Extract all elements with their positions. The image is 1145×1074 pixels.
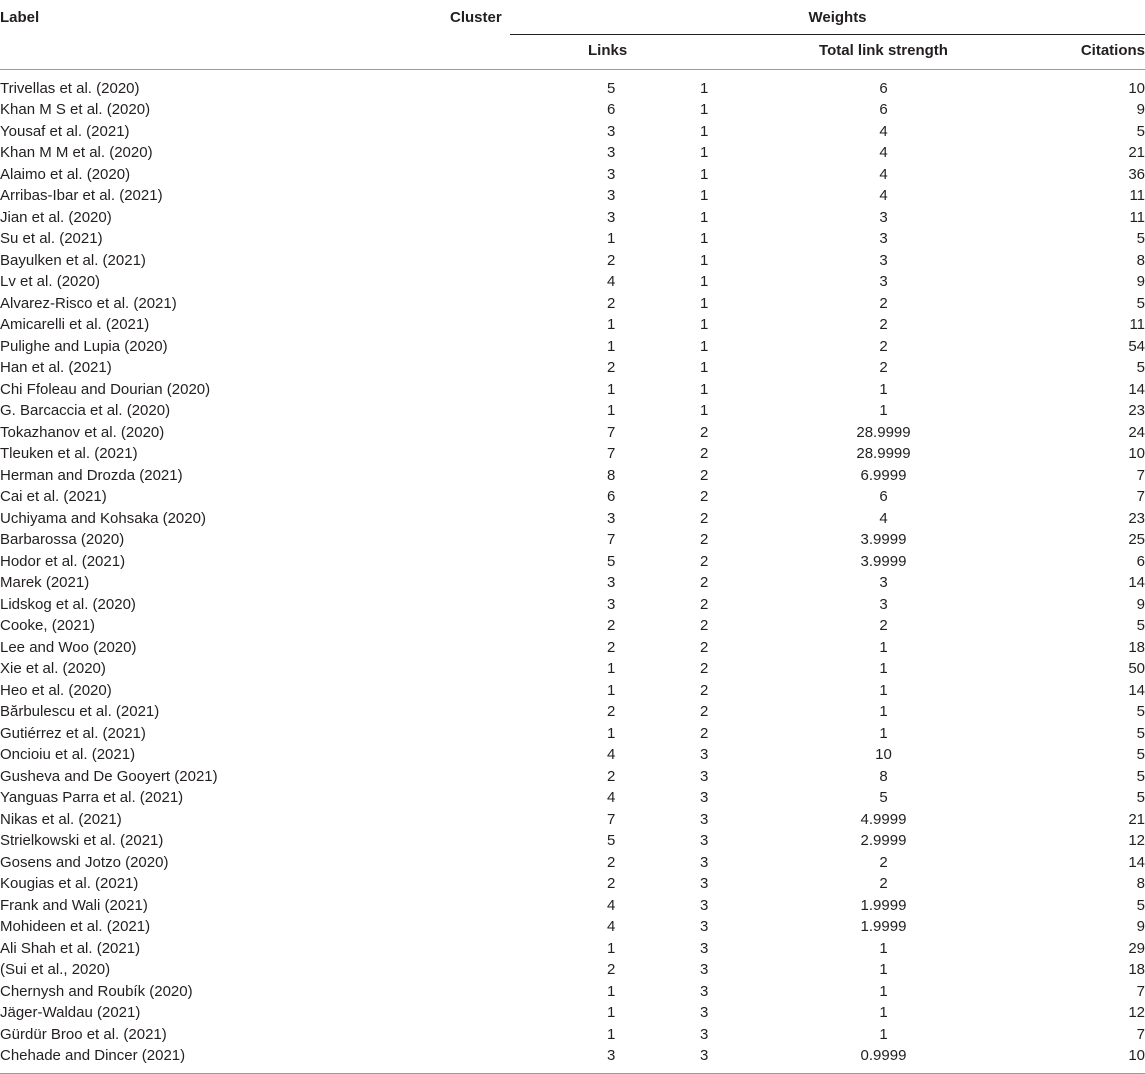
table-row: [0, 185, 1145, 207]
table-row: [0, 379, 1145, 401]
cell-label: Kougias et al. (2021): [0, 875, 139, 892]
cell-citations: 5: [1136, 122, 1145, 140]
cell-cluster: 1: [700, 165, 709, 183]
cell-cluster: 2: [700, 509, 709, 527]
cell-citations: 5: [1136, 294, 1145, 312]
cell-total-link-strength: 5: [879, 789, 888, 806]
cell-links: 2: [607, 359, 616, 376]
cell-links: 1: [607, 660, 616, 677]
cell-label: Chernysh and Roubík (2020): [0, 982, 193, 1000]
cell-label: Xie et al. (2020): [0, 660, 106, 677]
cell-citations: 24: [1128, 423, 1145, 441]
cell-cluster: 1: [700, 208, 709, 226]
cell-total-link-strength: 3: [879, 273, 888, 290]
cell-citations: 5: [1136, 767, 1145, 785]
cell-citations: 9: [1136, 101, 1145, 118]
cell-cluster: 1: [700, 294, 709, 312]
cell-total-link-strength: 1: [879, 681, 888, 699]
cell-total-link-strength: 2: [879, 875, 888, 892]
cell-label: Gutiérrez et al. (2021): [0, 724, 146, 742]
cell-cluster: 3: [700, 767, 709, 785]
cell-citations: 23: [1128, 509, 1145, 527]
cell-total-link-strength: 3: [879, 230, 888, 247]
cell-links: 2: [607, 617, 616, 634]
cell-links: 1: [607, 402, 616, 419]
cell-label: Yanguas Parra et al. (2021): [0, 789, 184, 806]
cell-citations: 7: [1136, 466, 1145, 484]
cell-total-link-strength: 28.9999: [856, 423, 911, 441]
cell-links: 8: [607, 466, 616, 484]
cell-total-link-strength: 2: [879, 316, 888, 333]
table-row: [0, 1002, 1145, 1024]
table-row: [0, 959, 1145, 981]
cell-total-link-strength: 1: [879, 660, 888, 677]
cell-total-link-strength: 4: [879, 144, 888, 161]
cell-cluster: 3: [700, 810, 709, 828]
cell-citations: 14: [1128, 380, 1145, 398]
cell-label: Trivellas et al. (2020): [0, 79, 140, 97]
table-row: [0, 1024, 1145, 1046]
table-row: [0, 723, 1145, 745]
cell-cluster: 1: [700, 316, 709, 333]
cell-total-link-strength: 6: [879, 101, 888, 118]
cell-total-link-strength: 4: [879, 165, 888, 183]
header-row-sub: [0, 34, 1145, 69]
cell-cluster: 2: [700, 724, 709, 742]
cell-citations: 11: [1129, 208, 1145, 226]
cell-total-link-strength: 3: [879, 574, 888, 591]
cell-total-link-strength: 2: [879, 294, 888, 312]
cell-links: 6: [607, 101, 616, 118]
table-row: [0, 271, 1145, 293]
table-row: [0, 164, 1145, 186]
cell-label: Jian et al. (2020): [0, 208, 112, 226]
cell-cluster: 2: [700, 617, 709, 634]
cell-links: 2: [607, 294, 616, 312]
cell-total-link-strength: 1: [879, 961, 888, 978]
cell-cluster: 1: [700, 251, 709, 269]
cell-label: Chehade and Dincer (2021): [0, 1045, 300, 1073]
table-row: [0, 142, 1145, 164]
cell-cluster: 2: [700, 595, 709, 613]
cell-cluster: 1: [700, 359, 709, 376]
cell-cluster: 1: [700, 101, 709, 118]
cell-links: 3: [607, 122, 616, 140]
cell-total-link-strength: 3: [879, 251, 888, 269]
table-row: [0, 658, 1145, 680]
cell-label: Arribas-Ibar et al. (2021): [0, 187, 163, 204]
cell-total-link-strength: 1: [879, 1004, 888, 1021]
table-row: [0, 443, 1145, 465]
cell-links: 3: [607, 187, 616, 204]
cell-cluster: 1: [700, 122, 709, 140]
cell-total-link-strength: 1.9999: [860, 896, 907, 914]
cell-total-link-strength: 2: [879, 359, 888, 376]
cell-citations: 5: [1136, 359, 1145, 376]
cell-citations: 9: [1136, 918, 1145, 935]
cell-links: 5: [607, 832, 616, 849]
cell-total-link-strength: 8: [879, 767, 888, 785]
cell-cluster: 1: [700, 230, 709, 247]
cell-cluster: 1: [700, 402, 709, 419]
cell-links: 2: [607, 767, 616, 785]
cell-citations: 9: [1136, 273, 1145, 290]
cell-cluster: 2: [700, 552, 709, 570]
table-row: [0, 336, 1145, 358]
cell-links: 5: [607, 79, 616, 97]
table-row: [0, 895, 1145, 917]
cell-links: 3: [607, 208, 616, 226]
cell-links: 4: [607, 789, 616, 806]
cell-label: Gosens and Jotzo (2020): [0, 853, 169, 871]
cell-citations: 21: [1128, 144, 1145, 161]
cell-citations: 12: [1128, 832, 1145, 849]
cell-links: 2: [607, 961, 616, 978]
cell-links: 4: [607, 746, 616, 763]
cell-links: 3: [607, 144, 616, 161]
cell-total-link-strength: 4: [879, 122, 888, 140]
table-row: [0, 852, 1145, 874]
table-row: [0, 938, 1145, 960]
cell-links: 1: [607, 1025, 616, 1043]
cell-total-link-strength: 3: [879, 595, 888, 613]
cell-citations: 7: [1136, 488, 1145, 505]
cell-links: 3: [607, 165, 616, 183]
cell-links: 4: [607, 918, 616, 935]
cell-cluster: 3: [700, 853, 709, 871]
cell-label: Marek (2021): [0, 574, 90, 591]
table-row: [0, 680, 1145, 702]
cell-cluster: 3: [700, 789, 709, 806]
cell-label: Pulighe and Lupia (2020): [0, 337, 168, 355]
table-row: [0, 508, 1145, 530]
cell-links: 1: [607, 230, 616, 247]
cell-links: 5: [607, 552, 616, 570]
header-label: Label: [0, 9, 40, 26]
cell-label: Nikas et al. (2021): [0, 810, 122, 828]
header-cluster: Cluster: [450, 9, 502, 26]
cell-total-link-strength: 2.9999: [860, 832, 907, 849]
cell-links: 1: [607, 1004, 616, 1021]
cell-cluster: 2: [700, 574, 709, 591]
table-row: [0, 121, 1145, 143]
cell-cluster: 1: [700, 144, 709, 161]
cell-cluster: 1: [700, 337, 709, 355]
cell-total-link-strength: 3.9999: [860, 552, 907, 570]
cell-citations: 10: [1128, 445, 1145, 462]
table-row: [0, 314, 1145, 336]
table-row: [0, 250, 1145, 272]
header-links: Links: [510, 34, 732, 69]
cell-label: Herman and Drozda (2021): [0, 466, 183, 484]
header-total-link-strength: Total link strength: [732, 34, 1035, 69]
cell-cluster: 2: [700, 531, 709, 548]
cell-citations: 11: [1129, 187, 1145, 204]
cell-citations: 29: [1128, 939, 1145, 957]
cell-cluster: 1: [700, 380, 709, 398]
cell-total-link-strength: 2: [879, 853, 888, 871]
cell-links: 3: [510, 1045, 732, 1073]
cell-citations: 14: [1128, 681, 1145, 699]
cell-label: Lv et al. (2020): [0, 273, 101, 290]
header-spacer-label: [0, 34, 300, 69]
cell-total-link-strength: 3.9999: [860, 531, 907, 548]
cell-citations: 18: [1128, 638, 1145, 656]
cell-total-link-strength: 3: [879, 208, 888, 226]
cell-total-link-strength: 1: [879, 638, 888, 656]
cell-label: G. Barcaccia et al. (2020): [0, 402, 171, 419]
cell-links: 1: [607, 982, 616, 1000]
cell-cluster: 3: [700, 939, 709, 957]
cell-cluster: 3: [700, 746, 709, 763]
cell-links: 2: [607, 638, 616, 656]
cell-citations: 10: [1035, 1045, 1145, 1073]
cell-label: Chi Ffoleau and Dourian (2020): [0, 380, 211, 398]
cell-total-link-strength: 2: [879, 337, 888, 355]
cell-citations: 50: [1128, 660, 1145, 677]
cell-links: 4: [607, 896, 616, 914]
cell-label: Gusheva and De Gooyert (2021): [0, 767, 218, 785]
cell-cluster: 1: [700, 273, 709, 290]
cell-citations: 14: [1128, 853, 1145, 871]
cell-cluster: 3: [300, 1045, 510, 1073]
table-row: [0, 701, 1145, 723]
table-row: [0, 400, 1145, 422]
cell-citations: 5: [1136, 703, 1145, 720]
cell-citations: 14: [1128, 574, 1145, 591]
table-body: [0, 69, 1145, 1073]
cell-cluster: 2: [700, 445, 709, 462]
cell-label: Jäger-Waldau (2021): [0, 1004, 141, 1021]
cell-citations: 6: [1136, 552, 1145, 570]
cell-label: Han et al. (2021): [0, 359, 112, 376]
table-row: [0, 486, 1145, 508]
cell-total-link-strength: 1: [879, 939, 888, 957]
cell-total-link-strength: 6.9999: [860, 466, 907, 484]
cell-citations: 8: [1136, 875, 1145, 892]
cell-cluster: 2: [700, 703, 709, 720]
table-row: [0, 637, 1145, 659]
cell-label: Strielkowski et al. (2021): [0, 832, 164, 849]
cell-links: 3: [607, 574, 616, 591]
cell-citations: 8: [1136, 251, 1145, 269]
cell-cluster: 3: [700, 1004, 709, 1021]
cell-total-link-strength: 1.9999: [860, 918, 907, 935]
cell-cluster: 2: [700, 638, 709, 656]
cell-links: 3: [607, 595, 616, 613]
header-citations: Citations: [1035, 34, 1145, 69]
cell-total-link-strength: 1: [879, 982, 888, 1000]
cell-links: 2: [607, 251, 616, 269]
table-row: [0, 572, 1145, 594]
cell-links: 2: [607, 703, 616, 720]
cell-label: Su et al. (2021): [0, 230, 103, 247]
header-row-top: [0, 0, 1145, 34]
cell-total-link-strength: 2: [879, 617, 888, 634]
cell-total-link-strength: 0.9999: [732, 1045, 1035, 1073]
cell-label: Oncioiu et al. (2021): [0, 746, 136, 763]
cell-total-link-strength: 4: [879, 187, 888, 204]
cell-total-link-strength: 28.9999: [856, 445, 911, 462]
cell-label: (Sui et al., 2020): [0, 961, 111, 978]
cell-links: 7: [607, 531, 616, 548]
cell-label: Bărbulescu et al. (2021): [0, 703, 160, 720]
cell-label: Khan M S et al. (2020): [0, 101, 151, 118]
cell-total-link-strength: 4: [879, 509, 888, 527]
cell-citations: 11: [1129, 316, 1145, 333]
cell-citations: 5: [1136, 746, 1145, 763]
cell-cluster: 3: [700, 982, 709, 1000]
cell-label: Alvarez-Risco et al. (2021): [0, 294, 177, 312]
cell-citations: 18: [1128, 961, 1145, 978]
cell-cluster: 2: [700, 681, 709, 699]
cell-cluster: 1: [700, 79, 709, 97]
cell-total-link-strength: 4.9999: [860, 810, 907, 828]
table-row: [0, 422, 1145, 444]
cell-label: Tokazhanov et al. (2020): [0, 423, 165, 441]
table-row: [0, 293, 1145, 315]
cell-label: Bayulken et al. (2021): [0, 251, 146, 269]
cell-citations: 5: [1136, 230, 1145, 247]
table-row: [0, 228, 1145, 250]
cell-citations: 5: [1136, 896, 1145, 914]
cell-label: Mohideen et al. (2021): [0, 918, 151, 935]
cell-cluster: 1: [700, 187, 709, 204]
cell-label: Cai et al. (2021): [0, 488, 107, 505]
cell-total-link-strength: 10: [875, 746, 892, 763]
cell-citations: 36: [1128, 165, 1145, 183]
cell-label: Hodor et al. (2021): [0, 552, 126, 570]
cell-citations: 10: [1128, 79, 1145, 97]
cell-links: 1: [607, 337, 616, 355]
table-row: [0, 551, 1145, 573]
cell-total-link-strength: 1: [879, 380, 888, 398]
cell-cluster: 3: [700, 896, 709, 914]
cell-label: Barbarossa (2020): [0, 531, 125, 548]
cell-cluster: 3: [700, 832, 709, 849]
table-row: [0, 830, 1145, 852]
cell-label: Lidskog et al. (2020): [0, 595, 136, 613]
cell-total-link-strength: 1: [879, 703, 888, 720]
cell-links: 1: [607, 939, 616, 957]
cell-cluster: 2: [700, 660, 709, 677]
table-row: [0, 357, 1145, 379]
cell-citations: 7: [1136, 982, 1145, 1000]
cell-cluster: 2: [700, 423, 709, 441]
cell-citations: 21: [1128, 810, 1145, 828]
cell-links: 7: [607, 445, 616, 462]
table-row: [0, 594, 1145, 616]
cell-citations: 5: [1136, 789, 1145, 806]
cell-label: Frank and Wali (2021): [0, 896, 148, 914]
cell-citations: 54: [1128, 337, 1145, 355]
cell-citations: 9: [1136, 595, 1145, 613]
cell-links: 1: [607, 316, 616, 333]
cell-total-link-strength: 6: [879, 79, 888, 97]
cell-cluster: 3: [700, 1025, 709, 1043]
table-row: [0, 916, 1145, 938]
table-row: [0, 69, 1145, 99]
table-row: [0, 809, 1145, 831]
table-row: [0, 99, 1145, 121]
cell-label: Ali Shah et al. (2021): [0, 939, 141, 957]
table-row: [0, 981, 1145, 1003]
table-row: [0, 766, 1145, 788]
table-row: [0, 787, 1145, 809]
cell-citations: 5: [1136, 617, 1145, 634]
cell-links: 2: [607, 853, 616, 871]
table-row: [0, 207, 1145, 229]
cell-label: Khan M M et al. (2020): [0, 144, 153, 161]
table-row: [0, 1045, 1145, 1073]
cell-citations: 23: [1128, 402, 1145, 419]
cell-links: 2: [607, 875, 616, 892]
table-row: [0, 615, 1145, 637]
cell-citations: 5: [1136, 724, 1145, 742]
cell-cluster: 3: [700, 918, 709, 935]
table-row: [0, 744, 1145, 766]
cell-links: 4: [607, 273, 616, 290]
cell-links: 7: [607, 810, 616, 828]
cell-links: 1: [607, 724, 616, 742]
cell-cluster: 2: [700, 488, 709, 505]
cell-total-link-strength: 1: [879, 1025, 888, 1043]
cell-label: Lee and Woo (2020): [0, 638, 137, 656]
cell-label: Cooke, (2021): [0, 617, 96, 634]
header-weights: Weights: [510, 0, 1145, 34]
cell-label: Yousaf et al. (2021): [0, 122, 130, 140]
cell-total-link-strength: 6: [879, 488, 888, 505]
cell-citations: 12: [1128, 1004, 1145, 1021]
cell-label: Heo et al. (2020): [0, 681, 112, 699]
cell-links: 3: [607, 509, 616, 527]
cell-links: 1: [607, 380, 616, 398]
cell-total-link-strength: 1: [879, 724, 888, 742]
table-row: [0, 873, 1145, 895]
cell-label: Alaimo et al. (2020): [0, 165, 131, 183]
table-row: [0, 465, 1145, 487]
cell-total-link-strength: 1: [879, 402, 888, 419]
cell-cluster: 3: [700, 875, 709, 892]
cell-links: 6: [607, 488, 616, 505]
cell-links: 1: [607, 681, 616, 699]
cell-citations: 25: [1128, 531, 1145, 548]
cell-label: Gürdür Broo et al. (2021): [0, 1025, 167, 1043]
cell-cluster: 3: [700, 961, 709, 978]
cell-cluster: 2: [700, 466, 709, 484]
cell-label: Amicarelli et al. (2021): [0, 316, 150, 333]
cell-links: 7: [607, 423, 616, 441]
cell-label: Uchiyama and Kohsaka (2020): [0, 509, 206, 527]
cell-label: Tleuken et al. (2021): [0, 445, 138, 462]
header-spacer-cluster: [300, 34, 510, 69]
table-row: [0, 529, 1145, 551]
cell-citations: 7: [1136, 1025, 1145, 1043]
